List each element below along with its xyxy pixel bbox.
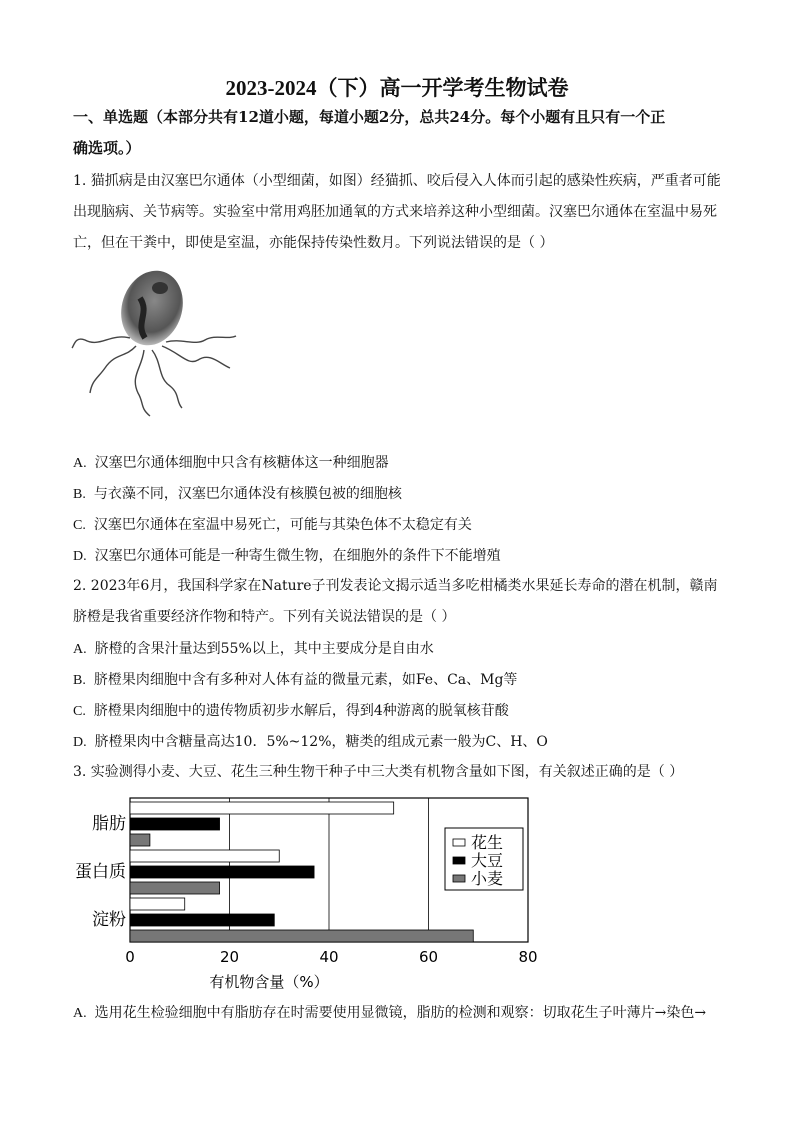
option-letter: D. (73, 735, 87, 750)
page-title: 2023-2024（下）高一开学考生物试卷 (225, 76, 569, 100)
category-label: 脂肪 (92, 813, 126, 834)
option-text: 汉塞巴尔通体可能是一种寄生微生物，在细胞外的条件下不能增殖 (94, 548, 501, 564)
x-tick-label: 60 (418, 948, 439, 966)
x-tick-label: 0 (125, 948, 135, 966)
bar-小麦-蛋白质 (130, 882, 220, 894)
option-text: 汉塞巴尔通体在室温中易死亡，可能与其染色体不太稳定有关 (93, 517, 472, 533)
legend-label: 花生 (471, 833, 504, 852)
bar-大豆-脂肪 (130, 818, 220, 830)
category-label: 蛋白质 (75, 861, 126, 882)
q1-option-c[interactable] (73, 514, 472, 537)
option-letter: B. (73, 673, 86, 688)
q2-option-c[interactable] (73, 700, 509, 723)
option-letter: C. (73, 704, 86, 719)
q1-stem-line3: 亡，但在干粪中，即使是室温，亦能保持传染性数月。下列说法错误的是（ ） (73, 235, 554, 251)
q1-stem-line1: 1. 猫抓病是由汉塞巴尔通体（小型细菌，如图）经猫抓、咬后侵入人体而引起的感染性疾病，严重者可能 (73, 173, 721, 189)
option-text: 选用花生检验细胞中有脂肪存在时需要使用显微镜，脂肪的检测和观察：切取花生子叶薄片→染色→ (94, 1005, 707, 1021)
bar-花生-蛋白质 (130, 850, 279, 862)
option-letter: B. (73, 487, 86, 502)
x-tick-label: 80 (518, 948, 538, 966)
q2-option-b[interactable] (73, 669, 517, 692)
bar-花生-脂肪 (130, 802, 394, 814)
q2-option-d[interactable] (73, 731, 548, 754)
x-tick-label: 20 (219, 948, 240, 966)
bar-小麦-脂肪 (130, 834, 150, 846)
bar-大豆-淀粉 (130, 914, 274, 926)
option-letter: C. (73, 518, 86, 533)
q1-option-a[interactable] (73, 452, 389, 475)
option-letter: A. (73, 642, 87, 657)
q2-stem-line2: 脐橙是我省重要经济作物和特产。下列有关说法错误的是（ ） (73, 609, 456, 625)
option-text: 汉塞巴尔通体细胞中只含有核糖体这一种细胞器 (94, 455, 389, 471)
organic-content-bar-chart (73, 790, 543, 995)
option-text: 脐橙的含果汁量达到55%以上，其中主要成分是自由水 (94, 641, 434, 657)
q1-stem-line2: 出现脑病、关节病等。实验室中常用鸡胚加通氧的方式来培养这种小型细菌。汉塞巴尔通体在室温中易死 (73, 204, 717, 220)
x-tick-label: 40 (319, 948, 339, 966)
section-header-line1: 一、单选题（本部分共有12道小题，每道小题2分，总共24分。每个小题有且只有一个正 (73, 108, 666, 126)
q3-option-a[interactable] (73, 1002, 706, 1025)
q1-option-d[interactable] (73, 545, 501, 568)
bar-花生-淀粉 (130, 898, 185, 910)
bar-大豆-蛋白质 (130, 866, 314, 878)
q3-stem: 3. 实验测得小麦、大豆、花生三种生物干种子中三大类有机物含量如下图，有关叙述正确的是（ ） (73, 764, 684, 780)
option-text: 脐橙果肉中含糖量高达10．5%~12%，糖类的组成元素一般为C、H、O (94, 734, 548, 750)
option-text: 与衣藻不同，汉塞巴尔通体没有核膜包被的细胞核 (93, 486, 402, 502)
option-letter: A. (73, 1006, 87, 1021)
x-axis-label: 有机物含量（%） (209, 973, 329, 991)
option-text: 脐橙果肉细胞中含有多种对人体有益的微量元素，如Fe、Ca、Mg等 (93, 672, 518, 688)
section-header-line2: 确选项。） (73, 139, 141, 157)
option-text: 脐橙果肉细胞中的遗传物质初步水解后，得到4种游离的脱氧核苷酸 (93, 703, 509, 719)
legend-swatch-大豆 (453, 857, 465, 864)
legend-swatch-花生 (453, 839, 465, 846)
q2-option-a[interactable] (73, 638, 434, 661)
bacterium-figure (70, 268, 240, 418)
legend-label: 小麦 (471, 869, 504, 888)
legend-label: 大豆 (471, 851, 504, 870)
legend-swatch-小麦 (453, 875, 465, 882)
option-letter: A. (73, 456, 87, 471)
q2-stem-line1: 2. 2023年6月，我国科学家在Nature子刊发表论文揭示适当多吃柑橘类水果延长寿命的潜在机制，赣南 (73, 578, 718, 594)
option-letter: D. (73, 549, 87, 564)
bar-小麦-淀粉 (130, 930, 473, 942)
category-label: 淀粉 (92, 909, 126, 930)
q1-option-b[interactable] (73, 483, 402, 506)
